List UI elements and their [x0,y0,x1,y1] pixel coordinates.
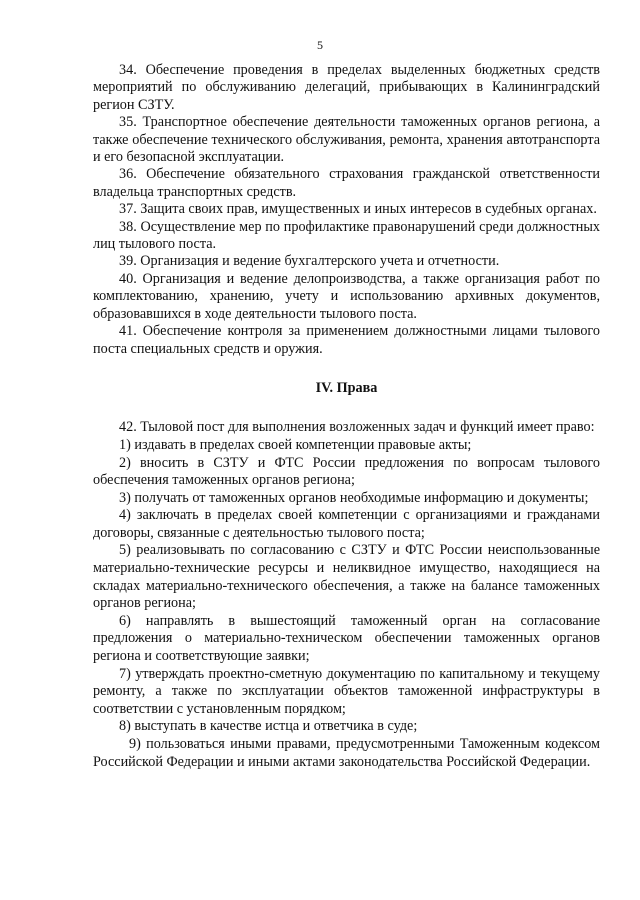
document-body [93,62,600,771]
function-item-39: 39. Организация и ведение бухгалтерского учета и отчетности. [119,253,500,270]
function-item-36: 36. Обеспечение обязательного страхования гражданской ответственности владельца транспортных средств. [93,166,600,200]
function-item-37: 37. Защита своих прав, имущественных и иных интересов в судебных органах. [119,201,597,218]
rights-item-6: 6) направлять в вышестоящий таможенный орган на согласование предложения о материально-техническом обеспечении таможенных органов региона и соответствующие заявки; [93,612,600,665]
rights-list [93,419,600,771]
rights-item-8: 8) выступать в качестве истца и ответчика в суде; [119,718,418,735]
function-item-35: 35. Транспортное обеспечение деятельности таможенных органов региона, а также обеспечение технического обслуживания, ремонта, хранения автотранспорта и его безопасной эксплуатации. [93,114,600,166]
function-item-34: 34. Обеспечение проведения в пределах выделенных бюджетных средств мероприятий по обслуживанию делегаций, прибывающих в Калининградский регион СЗТУ. [93,62,600,113]
rights-intro: 42. Тыловой пост для выполнения возложенных задач и функций имеет право: [119,419,595,436]
rights-item-9: 9) пользоваться иными правами, предусмотренными Таможенным кодексом Российской Федерации и иными актами законодательства Российской Федерации. [93,736,600,770]
function-item-38: 38. Осуществление мер по профилактике правонарушений среди должностных лиц тылового поста. [93,218,600,253]
function-item-41: 41. Обеспечение контроля за применением должностными лицами тылового поста специальных средств и оружия. [93,323,600,357]
rights-item-7: 7) утверждать проектно-сметную документацию по капитальному и текущему ремонту, а также по эксплуатации объектов таможенной инфраструктуры в соответствии с установленным порядком; [93,665,600,717]
page-number: 5 [317,38,323,52]
section-heading-rights: IV. Права [315,379,378,396]
rights-item-2: 2) вносить в СЗТУ и ФТС России предложения по вопросам тылового обеспечения таможенных органов региона; [93,454,600,489]
function-item-40: 40. Организация и ведение делопроизводства, а также организация работ по комплектованию, хранению, учету и использованию архивных документов, образовавшихся в ходе деятельности тылового поста. [93,270,600,322]
rights-item-1: 1) издавать в пределах своей компетенции правовые акты; [119,436,472,453]
functions-list [93,62,600,358]
rights-item-4: 4) заключать в пределах своей компетенции с организациями и гражданами договоры, связанные с деятельностью тылового поста; [93,507,600,541]
rights-item-5: 5) реализовывать по согласованию с СЗТУ и ФТС России неиспользованные материально-технические ресурсы и неликвидное имущество, находящиеся на складах материально-технического обеспечения, а также на балансе таможенных органов региона; [93,542,600,612]
rights-item-3: 3) получать от таможенных органов необходимые информацию и документы; [119,489,589,506]
